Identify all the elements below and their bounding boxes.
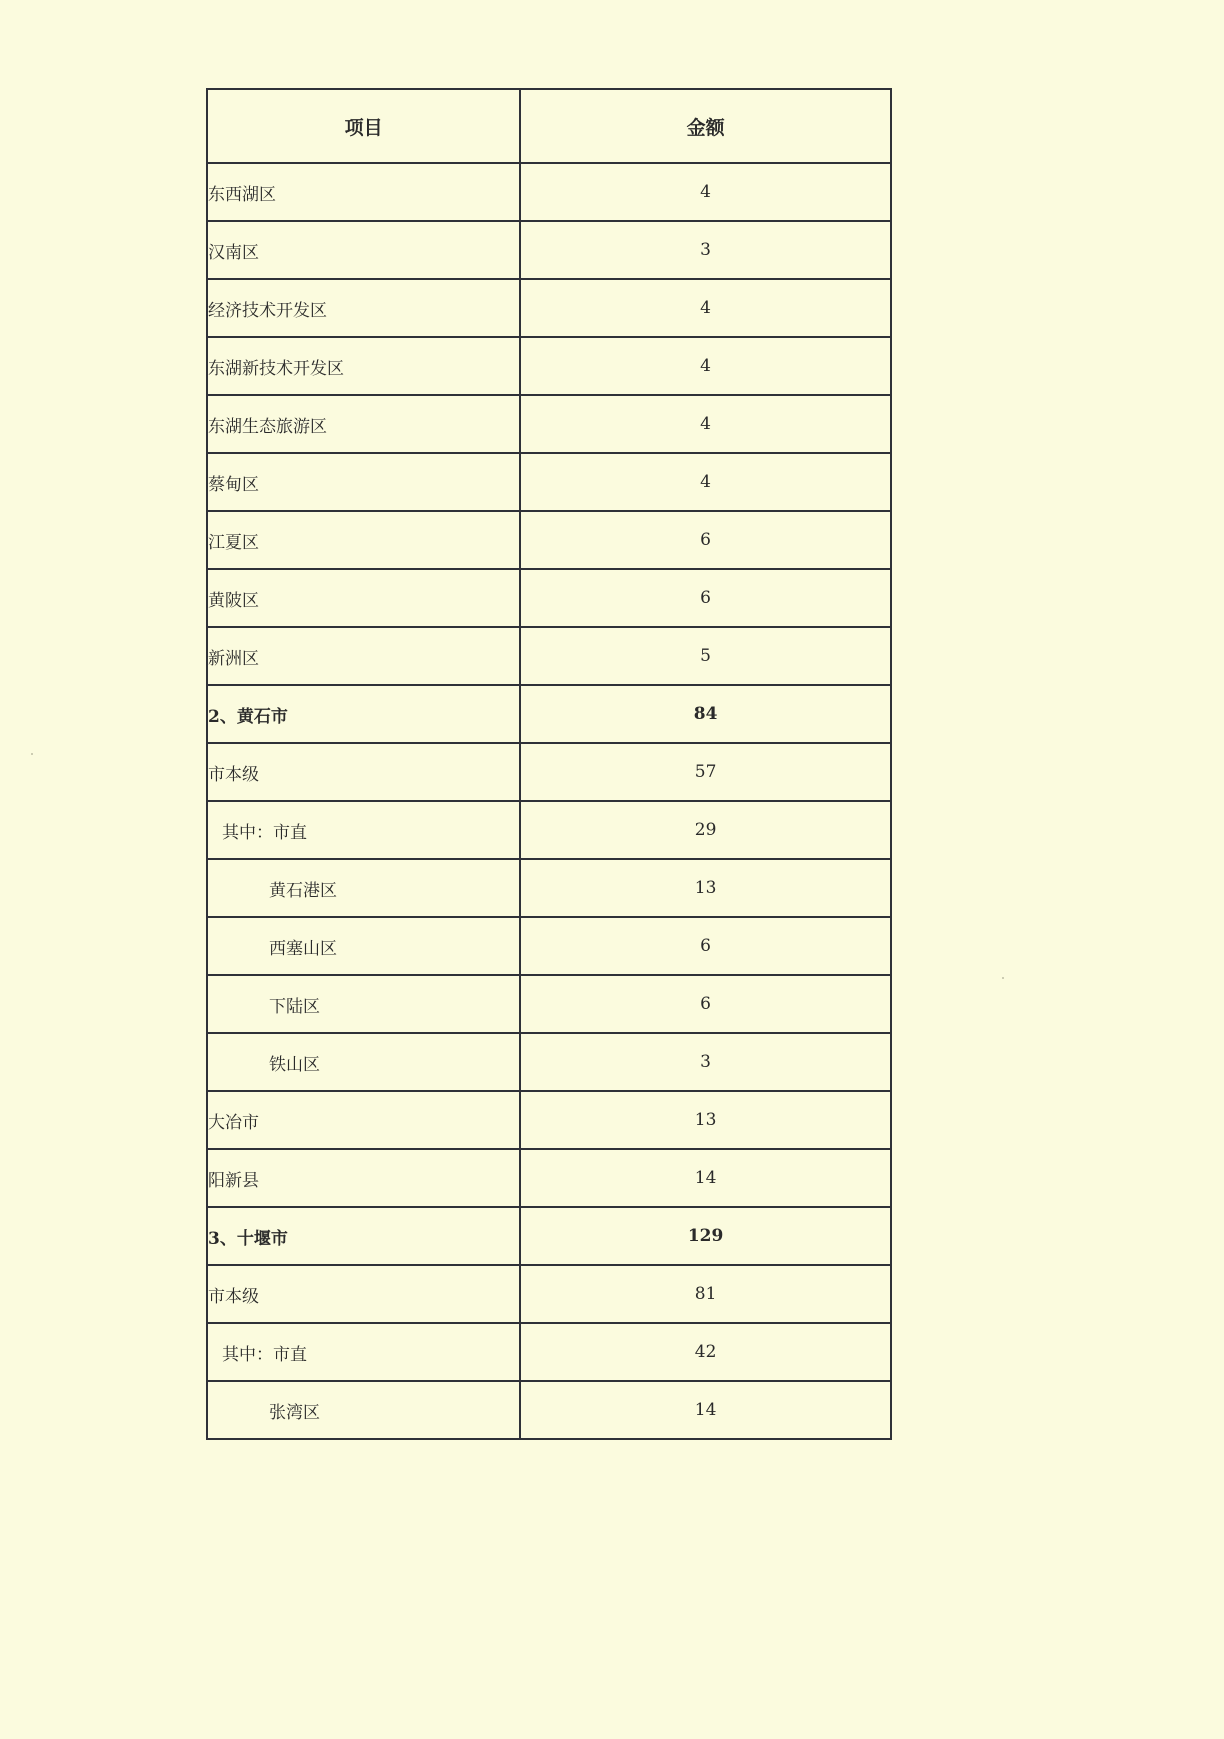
scan-speck (31, 753, 33, 755)
row-item-label: 黄石港区 (207, 859, 520, 917)
row-item-label: 东湖生态旅游区 (207, 395, 520, 453)
row-item-label: 大冶市 (207, 1091, 520, 1149)
row-amount-value: 42 (520, 1323, 891, 1381)
table-row (207, 337, 891, 395)
row-amount-value: 4 (520, 163, 891, 221)
table-row (207, 1149, 891, 1207)
row-amount-value: 4 (520, 453, 891, 511)
row-amount-value: 4 (520, 395, 891, 453)
header-item: 项目 (207, 89, 520, 163)
table-row (207, 801, 891, 859)
scan-speck (1002, 977, 1004, 979)
table-header-row (207, 89, 891, 163)
row-item-label: 市本级 (207, 743, 520, 801)
row-amount-value: 14 (520, 1381, 891, 1439)
table-row (207, 395, 891, 453)
table-row (207, 279, 891, 337)
row-amount-value: 57 (520, 743, 891, 801)
table-row (207, 1033, 891, 1091)
table-row (207, 569, 891, 627)
table-row (207, 1381, 891, 1439)
allocation-table (206, 88, 892, 1440)
row-amount-value: 13 (520, 1091, 891, 1149)
row-amount-value: 4 (520, 337, 891, 395)
row-amount-value: 3 (520, 221, 891, 279)
row-item-label: 市本级 (207, 1265, 520, 1323)
row-amount-value: 6 (520, 569, 891, 627)
table-row (207, 627, 891, 685)
table-row (207, 743, 891, 801)
table-row (207, 453, 891, 511)
row-amount-value: 6 (520, 511, 891, 569)
row-amount-value: 6 (520, 917, 891, 975)
table-row (207, 163, 891, 221)
row-item-label: 阳新县 (207, 1149, 520, 1207)
row-item-label: 其中：市直 (207, 801, 520, 859)
row-item-label: 3、十堰市 (207, 1207, 520, 1265)
table-row (207, 221, 891, 279)
table-row (207, 1091, 891, 1149)
table-row (207, 511, 891, 569)
table-body (207, 163, 891, 1439)
row-item-label: 黄陂区 (207, 569, 520, 627)
row-amount-value: 14 (520, 1149, 891, 1207)
row-amount-value: 3 (520, 1033, 891, 1091)
row-amount-value: 13 (520, 859, 891, 917)
row-amount-value: 129 (520, 1207, 891, 1265)
row-amount-value: 84 (520, 685, 891, 743)
table-row (207, 685, 891, 743)
row-item-label: 铁山区 (207, 1033, 520, 1091)
row-amount-value: 4 (520, 279, 891, 337)
row-item-label: 其中：市直 (207, 1323, 520, 1381)
row-item-label: 西塞山区 (207, 917, 520, 975)
row-item-label: 2、黄石市 (207, 685, 520, 743)
row-amount-value: 6 (520, 975, 891, 1033)
row-amount-value: 29 (520, 801, 891, 859)
table-row (207, 1323, 891, 1381)
row-amount-value: 81 (520, 1265, 891, 1323)
row-item-label: 蔡甸区 (207, 453, 520, 511)
header-amount: 金额 (520, 89, 891, 163)
row-item-label: 经济技术开发区 (207, 279, 520, 337)
row-item-label: 新洲区 (207, 627, 520, 685)
row-item-label: 汉南区 (207, 221, 520, 279)
row-item-label: 江夏区 (207, 511, 520, 569)
row-item-label: 下陆区 (207, 975, 520, 1033)
row-item-label: 东湖新技术开发区 (207, 337, 520, 395)
row-amount-value: 5 (520, 627, 891, 685)
row-item-label: 张湾区 (207, 1381, 520, 1439)
table-row (207, 1265, 891, 1323)
table-row (207, 975, 891, 1033)
table-row (207, 917, 891, 975)
table-row (207, 1207, 891, 1265)
table-row (207, 859, 891, 917)
row-item-label: 东西湖区 (207, 163, 520, 221)
